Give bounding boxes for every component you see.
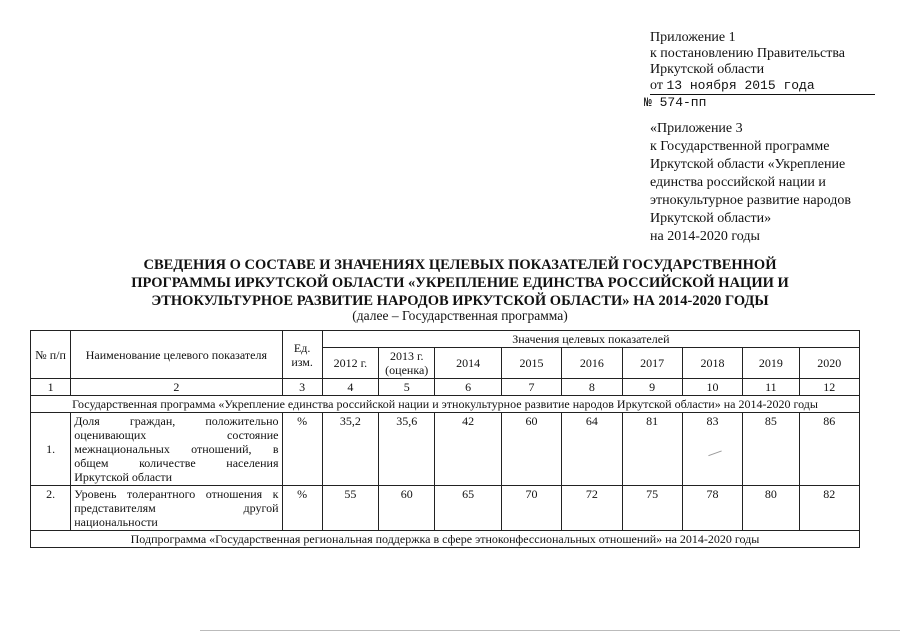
indicator-value: 70 [501, 486, 561, 531]
program-title: Государственная программа «Укрепление единства российской нации и этнокультурное развитие народов Иркутской области» на 2014-2020 годы [31, 396, 860, 413]
indicator-value: 55 [322, 486, 378, 531]
annex-3-line: «Приложение 3 [650, 121, 743, 136]
subprogram-row [31, 531, 860, 548]
row-number: 1. [31, 413, 71, 486]
date-value: 13 ноября 2015 года [666, 78, 815, 93]
title-line: ПРОГРАММЫ ИРКУТСКОЙ ОБЛАСТИ «УКРЕПЛЕНИЕ ЕДИНСТВА РОССИЙСКОЙ НАЦИИ И [131, 275, 789, 291]
date-prefix: от [650, 78, 663, 93]
indicator-value: 75 [622, 486, 682, 531]
header-unit: Ед. изм. [282, 331, 322, 379]
indicators-table [30, 330, 860, 548]
annex-3-line: единства российской нации и [650, 175, 826, 190]
header-year: 2020 [799, 348, 859, 379]
annex-1-region: Иркутской области [650, 62, 765, 77]
annex-3-line: на 2014-2020 годы [650, 229, 760, 244]
document-title [60, 256, 860, 310]
indicator-value: 81 [622, 413, 682, 486]
indicator-value: 85 [743, 413, 799, 486]
header-year: 2016 [562, 348, 622, 379]
header-year: 2013 г. (оценка) [379, 348, 435, 379]
column-number: 9 [622, 379, 682, 396]
resolution-number: № 574-пп [644, 95, 707, 110]
column-number: 7 [501, 379, 561, 396]
indicator-name: Уровень толерантного отношения к представителям другой национальности [71, 486, 282, 531]
header-row-1 [31, 331, 860, 348]
row-number: 2. [31, 486, 71, 531]
column-number: 6 [435, 379, 501, 396]
page-edge-line [200, 630, 900, 631]
column-number-row [31, 379, 860, 396]
indicator-value: 86 [799, 413, 859, 486]
document-subtitle: (далее – Государственная программа) [352, 308, 568, 323]
indicator-value: 82 [799, 486, 859, 531]
subprogram-title: Подпрограмма «Государственная региональная поддержка в сфере этноконфессиональных отношений» на 2014-2020 годы [31, 531, 860, 548]
column-number: 1 [31, 379, 71, 396]
column-number: 2 [71, 379, 282, 396]
annex-3-line: этнокультурное развитие народов [650, 193, 851, 208]
indicator-value: 35,2 [322, 413, 378, 486]
header-num: № п/п [31, 331, 71, 379]
header-year: 2014 [435, 348, 501, 379]
indicator-value: 35,6 [379, 413, 435, 486]
annex-1-block [644, 30, 870, 110]
column-number: 3 [282, 379, 322, 396]
header-year: 2019 [743, 348, 799, 379]
indicator-value: 83 [682, 413, 742, 486]
column-number: 11 [743, 379, 799, 396]
column-number: 4 [322, 379, 378, 396]
column-number: 10 [682, 379, 742, 396]
indicator-unit: % [282, 486, 322, 531]
column-number: 5 [379, 379, 435, 396]
indicator-value: 65 [435, 486, 501, 531]
annex-1-date-line [650, 78, 875, 95]
column-number: 8 [562, 379, 622, 396]
annex-3-line: Иркутской области» [650, 211, 772, 226]
table-row [31, 486, 860, 531]
column-number: 12 [799, 379, 859, 396]
table-row [31, 413, 860, 486]
indicator-value: 78 [682, 486, 742, 531]
indicator-value: 60 [501, 413, 561, 486]
annex-1-resolution: к постановлению Правительства [650, 46, 846, 61]
program-row [31, 396, 860, 413]
indicator-value: 72 [562, 486, 622, 531]
annex-3-line: Иркутской области «Укрепление [650, 157, 846, 172]
header-year: 2017 [622, 348, 682, 379]
annex-3-block [650, 120, 870, 246]
header-year: 2012 г. [322, 348, 378, 379]
title-line: СВЕДЕНИЯ О СОСТАВЕ И ЗНАЧЕНИЯХ ЦЕЛЕВЫХ ПОКАЗАТЕЛЕЙ ГОСУДАРСТВЕННОЙ [143, 257, 777, 273]
header-values-group: Значения целевых показателей [322, 331, 859, 348]
title-line: ЭТНОКУЛЬТУРНОЕ РАЗВИТИЕ НАРОДОВ ИРКУТСКОЙ ОБЛАСТИ» НА 2014-2020 ГОДЫ [151, 293, 769, 309]
header-name: Наименование целевого показателя [71, 331, 282, 379]
indicator-unit: % [282, 413, 322, 486]
indicator-value: 42 [435, 413, 501, 486]
header-year: 2015 [501, 348, 561, 379]
indicator-name: Доля граждан, положительно оценивающих состояние межнациональных отношений, в общем количестве населения Иркутской области [71, 413, 282, 486]
annex-1-title: Приложение 1 [650, 30, 736, 45]
indicator-value: 80 [743, 486, 799, 531]
annex-3-line: к Государственной программе [650, 139, 830, 154]
indicator-value: 64 [562, 413, 622, 486]
indicator-value: 60 [379, 486, 435, 531]
header-year: 2018 [682, 348, 742, 379]
